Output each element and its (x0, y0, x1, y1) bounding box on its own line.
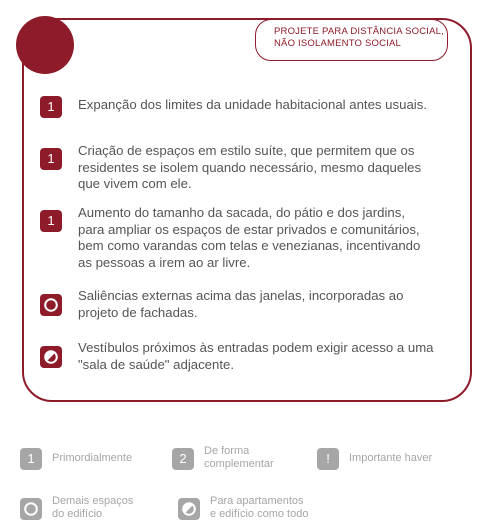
legend-text: De forma complementar (204, 445, 274, 470)
item-text: Saliências externas acima das janelas, incorporadas ao projeto de fachadas. (78, 288, 404, 320)
priority-badge: 1 (40, 148, 62, 170)
legend-badge: ! (317, 448, 339, 470)
legend-text: Para apartamentos e edifício como todo (210, 495, 309, 520)
item-text: Criação de espaços em estilo suíte, que permitem que os residentes se isolem quando necessário, mesmo daqueles que vivem com ele. (78, 143, 422, 191)
ring-icon (40, 294, 62, 316)
decorative-circle (16, 16, 74, 74)
legend-text: Primordialmente (52, 452, 133, 464)
legend-badge: 2 (172, 448, 194, 470)
legend-text: Demais espaços do edifício (52, 495, 134, 520)
item-text: Aumento do tamanho da sacada, do pátio e dos jardins, para ampliar os espaços de estar privados e comunitários, bem como varandas com telas e venezianas, incentivando as pessoas a irem ao ar livre. (78, 205, 421, 270)
ring-icon (20, 498, 42, 520)
item-text: Vestíbulos próximos às entradas podem exigir acesso a uma "sala de saúde" adjacente. (78, 340, 434, 372)
title-line-2: NÃO ISOLAMENTO SOCIAL (274, 38, 402, 49)
title-tag (255, 19, 448, 61)
legend-badge: 1 (20, 448, 42, 470)
legend-text: Importante haver (349, 452, 433, 464)
half-circle-icon (178, 498, 200, 520)
priority-badge: 1 (40, 96, 62, 118)
priority-badge: 1 (40, 210, 62, 232)
item-text: Expanção dos limites da unidade habitacional antes usuais. (78, 97, 427, 112)
title-line-1: PROJETE PARA DISTÂNCIA SOCIAL, (274, 26, 445, 37)
half-circle-icon (40, 346, 62, 368)
